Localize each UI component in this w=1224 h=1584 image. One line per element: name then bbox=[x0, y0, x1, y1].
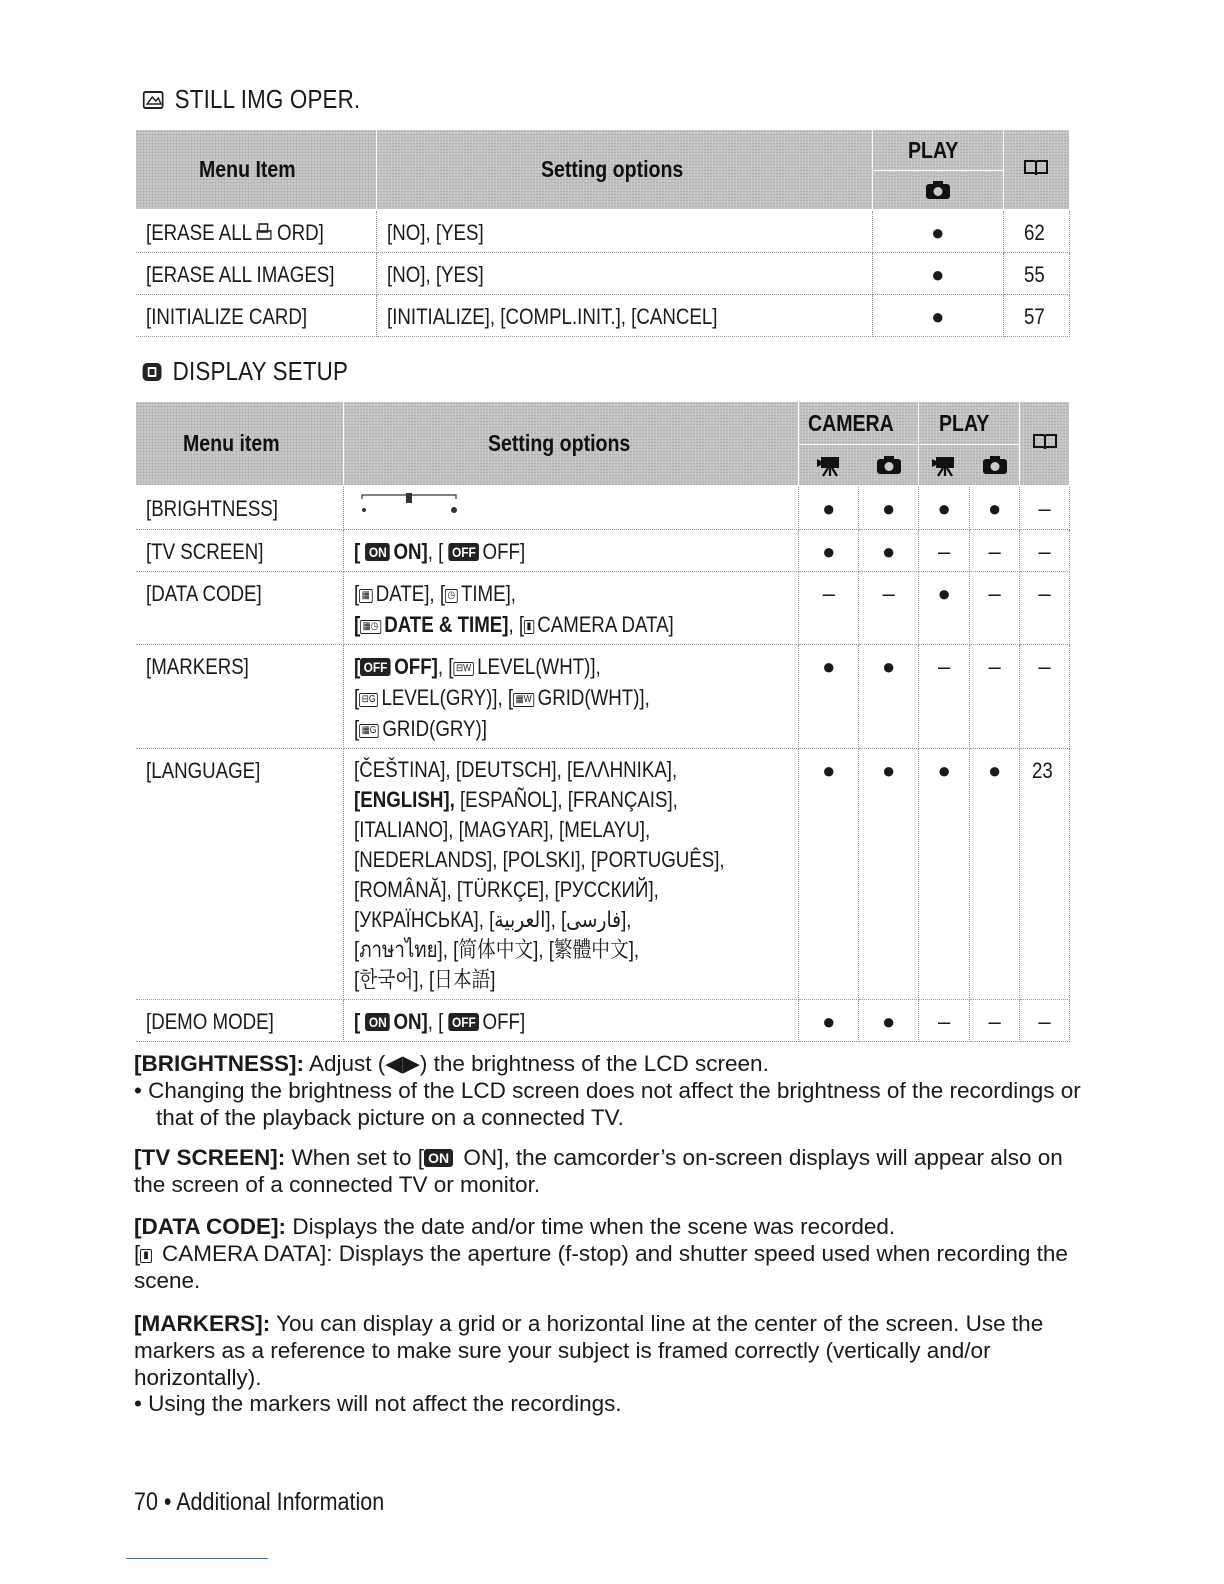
table-row bbox=[136, 1000, 1070, 1042]
table-row bbox=[136, 572, 1070, 645]
camera-data-icon: ▮ bbox=[140, 1249, 152, 1263]
availability-mark: – bbox=[970, 645, 1020, 749]
availability-mark: ● bbox=[859, 1000, 919, 1042]
availability-mark: – bbox=[1020, 1000, 1070, 1042]
setting-options: [NO], [YES] bbox=[376, 210, 872, 253]
header-play: PLAY bbox=[918, 402, 1019, 486]
table-row bbox=[136, 749, 1070, 1000]
header-menu-item: Menu item bbox=[136, 402, 344, 486]
header-menu-item: Menu Item bbox=[136, 130, 376, 210]
photo-camera-icon bbox=[924, 179, 952, 201]
availability-mark: – bbox=[970, 1000, 1020, 1042]
availability-mark: ● bbox=[859, 645, 919, 749]
menu-item-data-code: [DATA CODE] bbox=[136, 572, 344, 645]
availability-mark: ● bbox=[799, 530, 859, 572]
section-title-text: STILL IMG OPER. bbox=[174, 84, 361, 114]
play-availability: ● bbox=[872, 253, 1003, 295]
header-page-reference bbox=[1020, 402, 1070, 486]
header-camera: CAMERA bbox=[799, 402, 919, 486]
availability-mark: ● bbox=[859, 530, 919, 572]
print-order-icon bbox=[257, 222, 272, 242]
availability-mark: – bbox=[1020, 645, 1070, 749]
availability-mark: – bbox=[970, 572, 1020, 645]
table-row bbox=[136, 253, 1070, 295]
book-reference-icon bbox=[1023, 159, 1049, 177]
availability-mark: – bbox=[799, 572, 859, 645]
display-setup-table bbox=[136, 402, 1070, 1042]
header-page-reference bbox=[1003, 130, 1069, 210]
menu-item-tv-screen: [TV SCREEN] bbox=[136, 530, 344, 572]
availability-mark: ● bbox=[799, 486, 859, 530]
availability-mark: ● bbox=[918, 572, 969, 645]
section-title-still-img-oper bbox=[142, 84, 360, 115]
photo-camera-icon bbox=[981, 454, 1009, 476]
level-white-icon: ⊟W bbox=[454, 662, 474, 676]
level-gray-icon: ⊟G bbox=[360, 693, 379, 707]
availability-mark: – bbox=[918, 645, 969, 749]
availability-mark: ● bbox=[918, 486, 969, 530]
footer-section-label: Additional Information bbox=[176, 1488, 385, 1516]
header-setting-options: Setting options bbox=[376, 130, 872, 210]
menu-item-erase-all-ord: [ERASE ALL ORD] bbox=[136, 210, 376, 253]
data-code-description: [DATA CODE]: Displays the date and/or time when the scene was recorded. [ ▮ CAMERA DATA]: Displays the aperture (f-stop) and shutter speed used when recording the scene. bbox=[134, 1214, 1068, 1293]
brightness-bullet: • Changing the brightness of the LCD screen does not affect the brightness of the recordings or that of the playback picture on a connected TV. bbox=[134, 1078, 1081, 1130]
brightness-slider-icon bbox=[354, 493, 464, 517]
page-reference: 55 bbox=[1003, 253, 1069, 295]
page-reference: 23 bbox=[1020, 749, 1070, 1000]
header-play: PLAY bbox=[872, 130, 1003, 210]
availability-mark: – bbox=[859, 572, 919, 645]
menu-item-brightness: [BRIGHTNESS] bbox=[136, 486, 344, 530]
on-icon: ON bbox=[366, 1013, 391, 1031]
markers-bullet: • Using the markers will not affect the recordings. bbox=[134, 1391, 622, 1416]
grid-gray-icon: ▦G bbox=[360, 724, 380, 738]
book-reference-icon bbox=[1032, 433, 1058, 451]
brightness-slider-graphic bbox=[344, 486, 799, 530]
availability-mark: ● bbox=[799, 1000, 859, 1042]
menu-item-demo-mode: [DEMO MODE] bbox=[136, 1000, 344, 1042]
menu-item-language: [LANGUAGE] bbox=[136, 749, 344, 1000]
play-availability: ● bbox=[872, 295, 1003, 337]
setting-options: [ ON ON], [ OFF OFF] bbox=[344, 1000, 799, 1042]
page-reference: 62 bbox=[1003, 210, 1069, 253]
menu-item-erase-all-images: [ERASE ALL IMAGES] bbox=[136, 253, 376, 295]
off-icon: OFF bbox=[449, 1013, 480, 1031]
movie-camera-icon bbox=[815, 453, 845, 477]
section-title-text: DISPLAY SETUP bbox=[172, 356, 349, 386]
availability-mark: ● bbox=[799, 749, 859, 1000]
still-image-operation-icon bbox=[142, 88, 166, 112]
clock-icon: ◷ bbox=[445, 589, 458, 603]
brightness-description: [BRIGHTNESS]: Adjust (◀▶) the brightness of the LCD screen. bbox=[134, 1051, 769, 1076]
menu-item-initialize-card: [INITIALIZE CARD] bbox=[136, 295, 376, 337]
table-row bbox=[136, 486, 1070, 530]
markers-description: [MARKERS]: You can display a grid or a horizontal line at the center of the screen. Use the markers as a reference to make sure your subject is framed correctly (vertically and/or horizontally). bbox=[134, 1311, 1044, 1390]
page-number: 70 bbox=[134, 1488, 158, 1516]
camera-data-icon: ▮ bbox=[524, 620, 534, 634]
off-icon: OFF bbox=[449, 543, 480, 561]
date-time-icon: ▦◷ bbox=[361, 620, 382, 634]
availability-mark: ● bbox=[859, 486, 919, 530]
setting-options: [NO], [YES] bbox=[376, 253, 872, 295]
on-icon: ON bbox=[366, 543, 391, 561]
availability-mark: – bbox=[970, 530, 1020, 572]
language-options: [ČEŠTINA], [DEUTSCH], [ΕΛΛΗΝΙΚΑ], [ENGLISH], [ESPAÑOL], [FRANÇAIS], [ITALIANO], [MAGYAR], [MELAYU], [NEDERLANDS], [POLSKI], [PORTUGUÊS], [ROMÂNĂ], [TÜRKÇE], [РУССКИЙ], [УКРАЇНСЬКА], [العربية], [فارسی], [ภาษาไทย], [简体中文], [繁體中文], [한국어], [日本語] bbox=[344, 749, 799, 1000]
availability-mark: ● bbox=[799, 645, 859, 749]
setting-options: [ ON ON], [ OFF OFF] bbox=[344, 530, 799, 572]
availability-mark: – bbox=[918, 1000, 969, 1042]
setting-options: [ OFF OFF], [ ⊟W LEVEL(WHT)], [ ⊟G LEVEL(GRY)], [ ▦W GRID(WHT)], [ ▦G GRID(GRY)] bbox=[344, 645, 799, 749]
availability-mark: ● bbox=[859, 749, 919, 1000]
availability-mark: – bbox=[1020, 486, 1070, 530]
table-row bbox=[136, 210, 1070, 253]
play-availability: ● bbox=[872, 210, 1003, 253]
section-title-display-setup bbox=[140, 356, 348, 387]
availability-mark: ● bbox=[970, 486, 1020, 530]
setting-options: [ ▦ DATE], [ ◷ TIME], [ ▦◷ DATE & TIME], [ ▮ CAMERA DATA] bbox=[344, 572, 799, 645]
menu-item-markers: [MARKERS] bbox=[136, 645, 344, 749]
on-icon: ON bbox=[424, 1149, 453, 1167]
tv-screen-description: [TV SCREEN]: When set to [ ON ON], the camcorder’s on-screen displays will appear also on the screen of a connected TV or monitor. bbox=[134, 1145, 1063, 1197]
grid-white-icon: ▦W bbox=[513, 693, 534, 707]
availability-mark: – bbox=[918, 530, 969, 572]
date-icon: ▦ bbox=[360, 589, 373, 603]
photo-camera-icon bbox=[875, 454, 903, 476]
availability-mark: ● bbox=[918, 749, 969, 1000]
setting-options: [INITIALIZE], [COMPL.INIT.], [CANCEL] bbox=[376, 295, 872, 337]
availability-mark: – bbox=[1020, 530, 1070, 572]
availability-mark: ● bbox=[970, 749, 1020, 1000]
still-img-oper-table bbox=[136, 130, 1070, 337]
page-footer: 70 • Additional Information bbox=[134, 1488, 385, 1516]
table-row bbox=[136, 530, 1070, 572]
table-row bbox=[136, 295, 1070, 337]
page-reference: 57 bbox=[1003, 295, 1069, 337]
availability-mark: – bbox=[1020, 572, 1070, 645]
off-icon: OFF bbox=[361, 658, 392, 676]
movie-camera-icon bbox=[930, 453, 960, 477]
table-row bbox=[136, 645, 1070, 749]
display-setup-icon bbox=[140, 360, 164, 384]
header-setting-options: Setting options bbox=[344, 402, 799, 486]
footer-divider bbox=[126, 1558, 268, 1559]
